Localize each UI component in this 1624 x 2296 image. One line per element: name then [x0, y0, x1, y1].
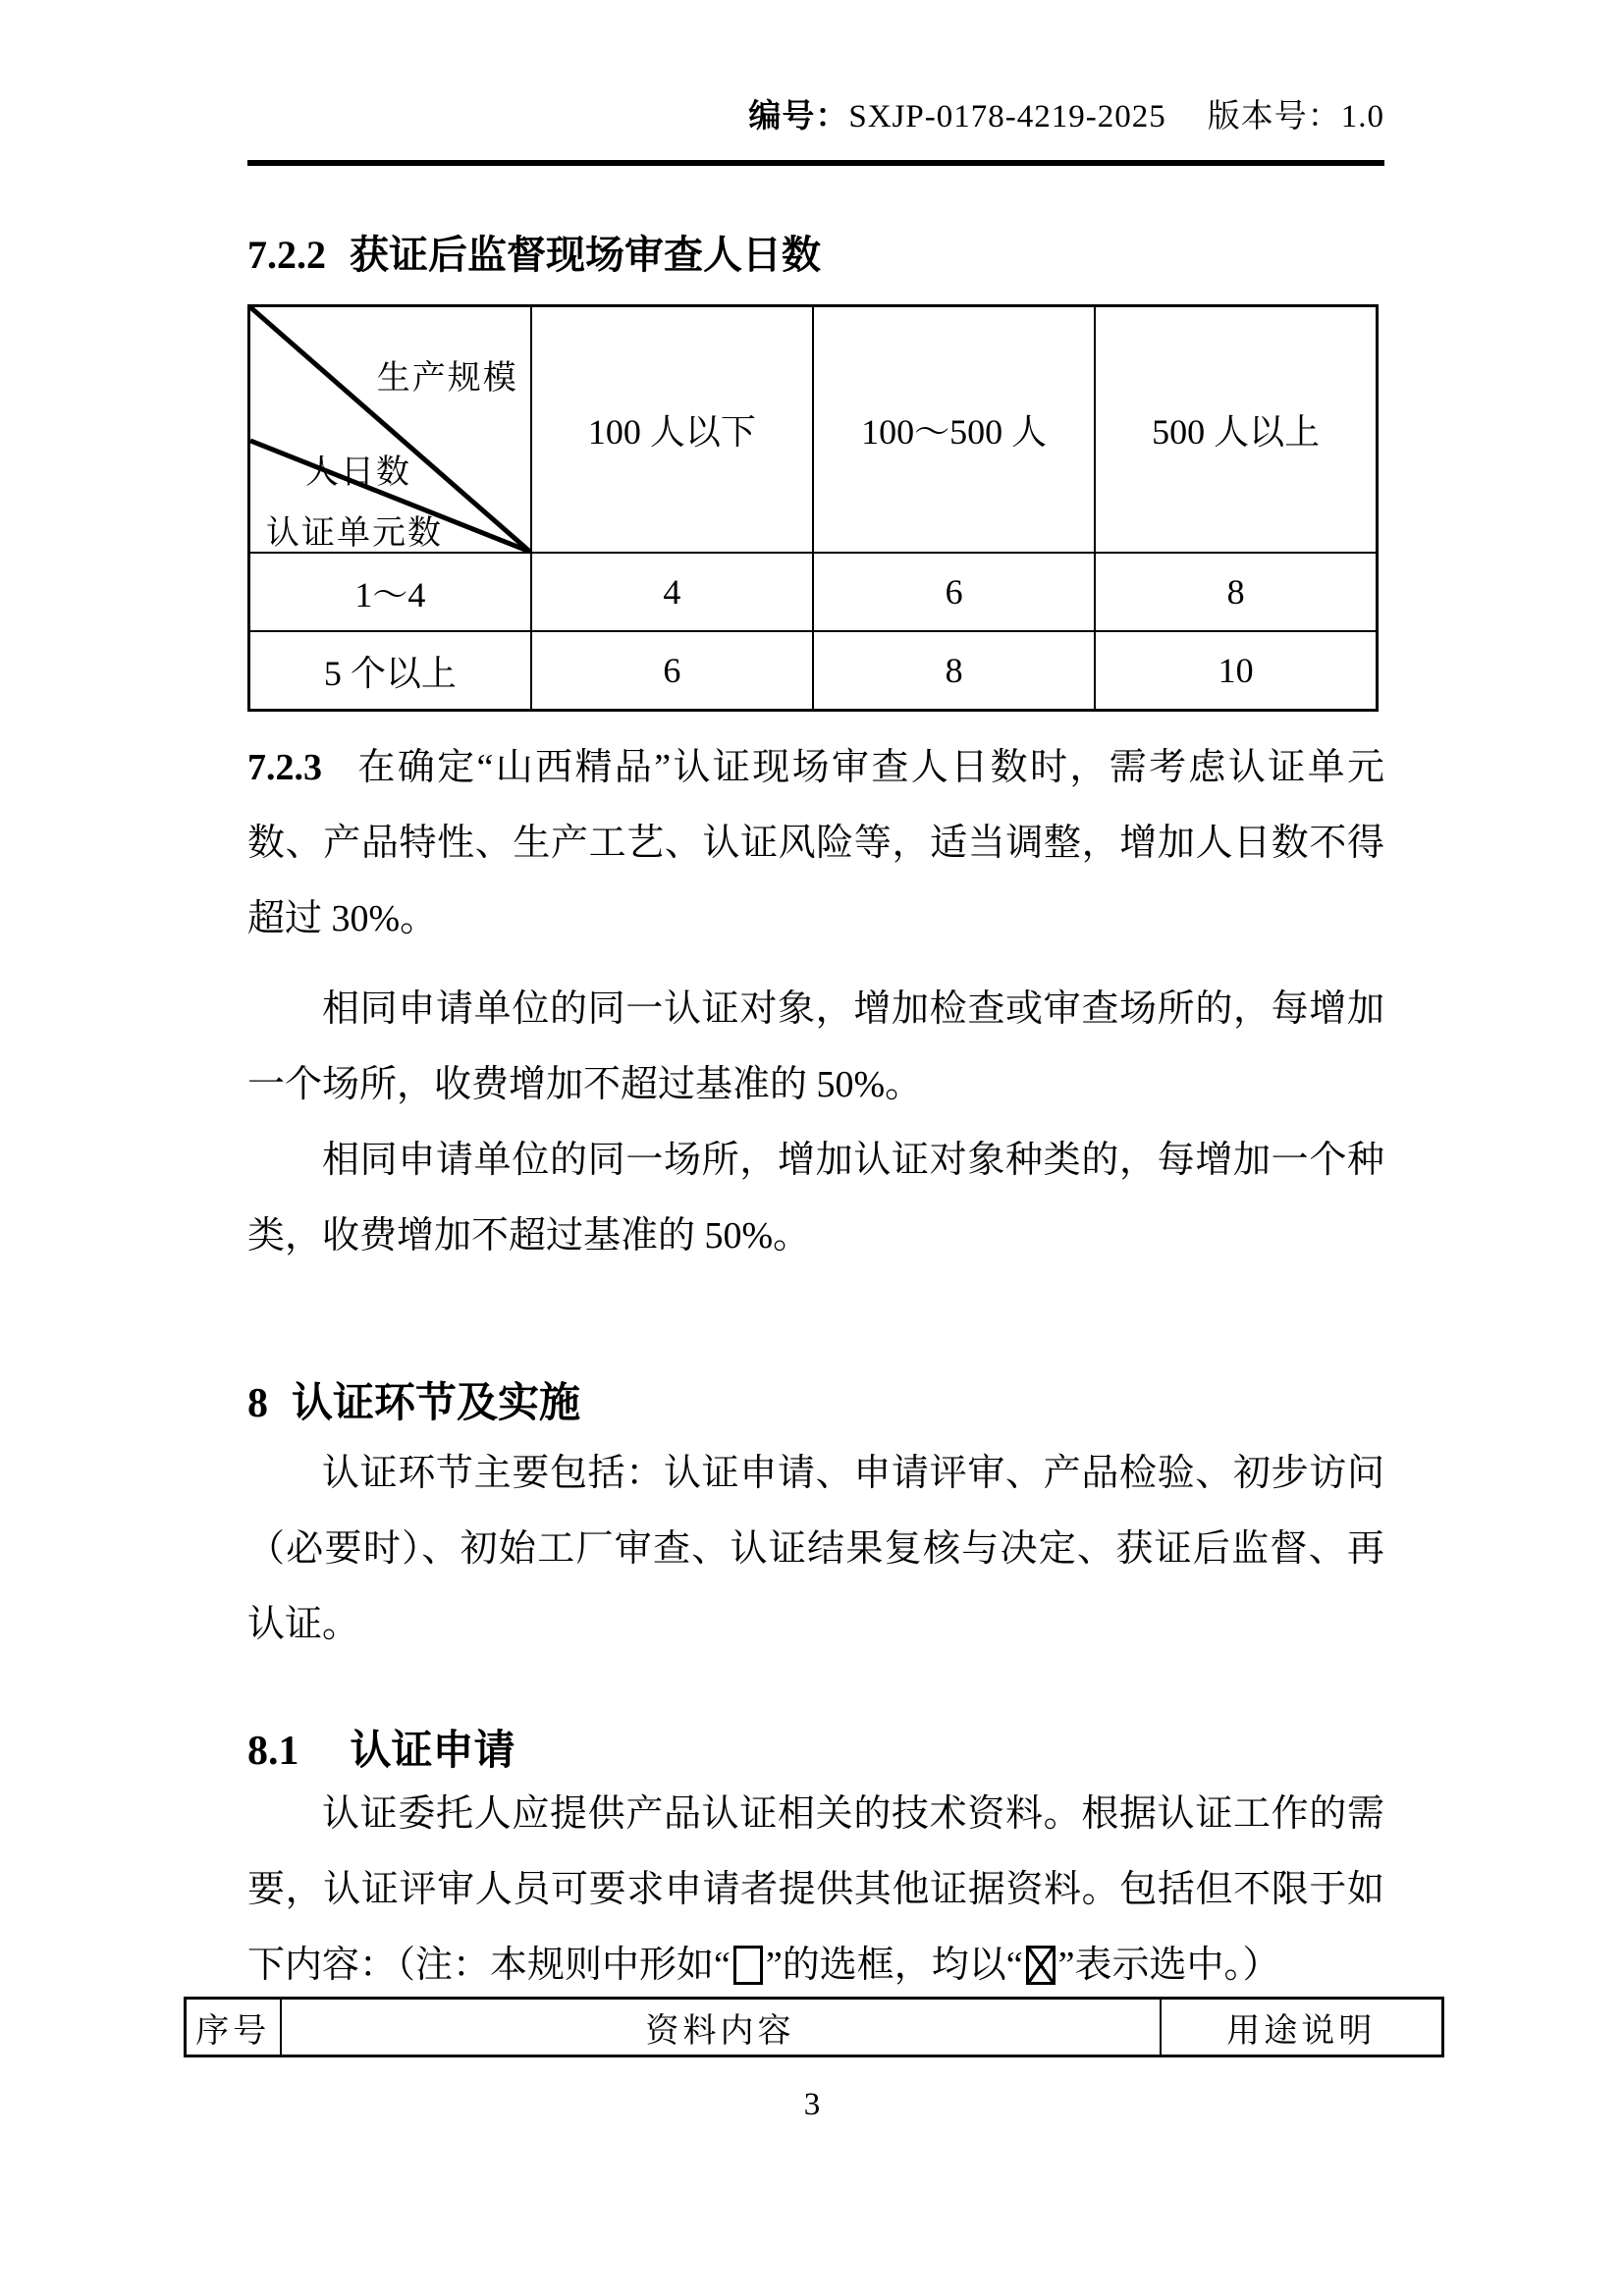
table-row	[249, 553, 1378, 631]
heading-8	[247, 1370, 1426, 1429]
checked-checkbox-glyph	[1026, 1946, 1056, 1985]
materials-table-header-row	[186, 1999, 1443, 2056]
empty-checkbox-glyph	[733, 1946, 763, 1985]
paragraph-text: 在确定“山西精品”认证现场审查人日数时，需考虑认证单元数、产品特性、生产工艺、认证风险等，适当调整，增加人日数不得超过 30%。	[247, 747, 1384, 939]
diagonal-corner-cell	[249, 306, 531, 554]
table-row	[249, 631, 1378, 711]
audit-day-table	[247, 304, 1379, 712]
corner-label-cert-units: 认证单元数	[266, 515, 443, 552]
row-label: 1～4	[249, 553, 531, 631]
column-header: 500 人以上	[1095, 306, 1377, 554]
version-value: 1.0	[1340, 99, 1384, 134]
heading-7-2-2	[247, 224, 1426, 280]
heading-number: 8.1	[247, 1729, 299, 1774]
header-divider-rule	[247, 160, 1384, 166]
paragraph-additional-kind: 相同申请单位的同一场所，增加认证对象种类的，每增加一个种类，收费增加不超过基准的 50%。	[247, 1140, 1384, 1256]
paragraph-7-2-3	[247, 730, 1384, 957]
table-cell: 10	[1095, 631, 1377, 711]
paragraph-application-note: 认证委托人应提供产品认证相关的技术资料。根据认证工作的需要，认证评审人员可要求申请者提供其他证据资料。包括但不限于如下内容：（注：本规则中形如“ ”的选框，均以“ ”表示选中。）	[247, 1793, 1384, 1986]
heading-title: 获证后监督现场审查人日数	[350, 233, 821, 277]
version-label: 版本号：	[1207, 99, 1341, 134]
heading-number: 7.2.2	[247, 233, 326, 277]
heading-8-1	[247, 1718, 1426, 1777]
paragraph-additional-site: 相同申请单位的同一认证对象，增加检查或审查场所的，每增加一个场所，收费增加不超过基准的 50%。	[247, 988, 1384, 1105]
column-header-purpose: 用途说明	[1161, 1999, 1443, 2056]
column-header: 100～500 人	[813, 306, 1095, 554]
doc-no-value: SXJP-0178-4219-2025	[848, 99, 1166, 134]
column-header-seq: 序号	[186, 1999, 281, 2056]
corner-label-production-scale: 生产规模	[376, 360, 518, 397]
table-cell: 4	[531, 553, 813, 631]
paragraph-number: 7.2.3	[247, 747, 322, 788]
row-label: 5 个以上	[249, 631, 531, 711]
column-header-content: 资料内容	[281, 1999, 1161, 2056]
corner-label-person-days: 人日数	[305, 454, 411, 491]
doc-no-label: 编号：	[748, 99, 849, 134]
column-header: 100 人以下	[531, 306, 813, 554]
heading-title: 认证申请	[350, 1729, 515, 1774]
page-number: 3	[803, 2087, 821, 2122]
table-cell: 8	[1095, 553, 1377, 631]
table-cell: 8	[813, 631, 1095, 711]
audit-table-header-row	[249, 306, 1378, 554]
heading-title: 认证环节及实施	[292, 1381, 581, 1426]
paragraph-cert-links: 认证环节主要包括：认证申请、申请评审、产品检验、初步访问（必要时）、初始工厂审查、认证结果复核与决定、获证后监督、再认证。	[247, 1453, 1384, 1645]
table-cell: 6	[813, 553, 1095, 631]
materials-table	[184, 1997, 1444, 2057]
table-cell: 6	[531, 631, 813, 711]
heading-number: 8	[247, 1381, 268, 1426]
header-meta	[247, 90, 1384, 136]
